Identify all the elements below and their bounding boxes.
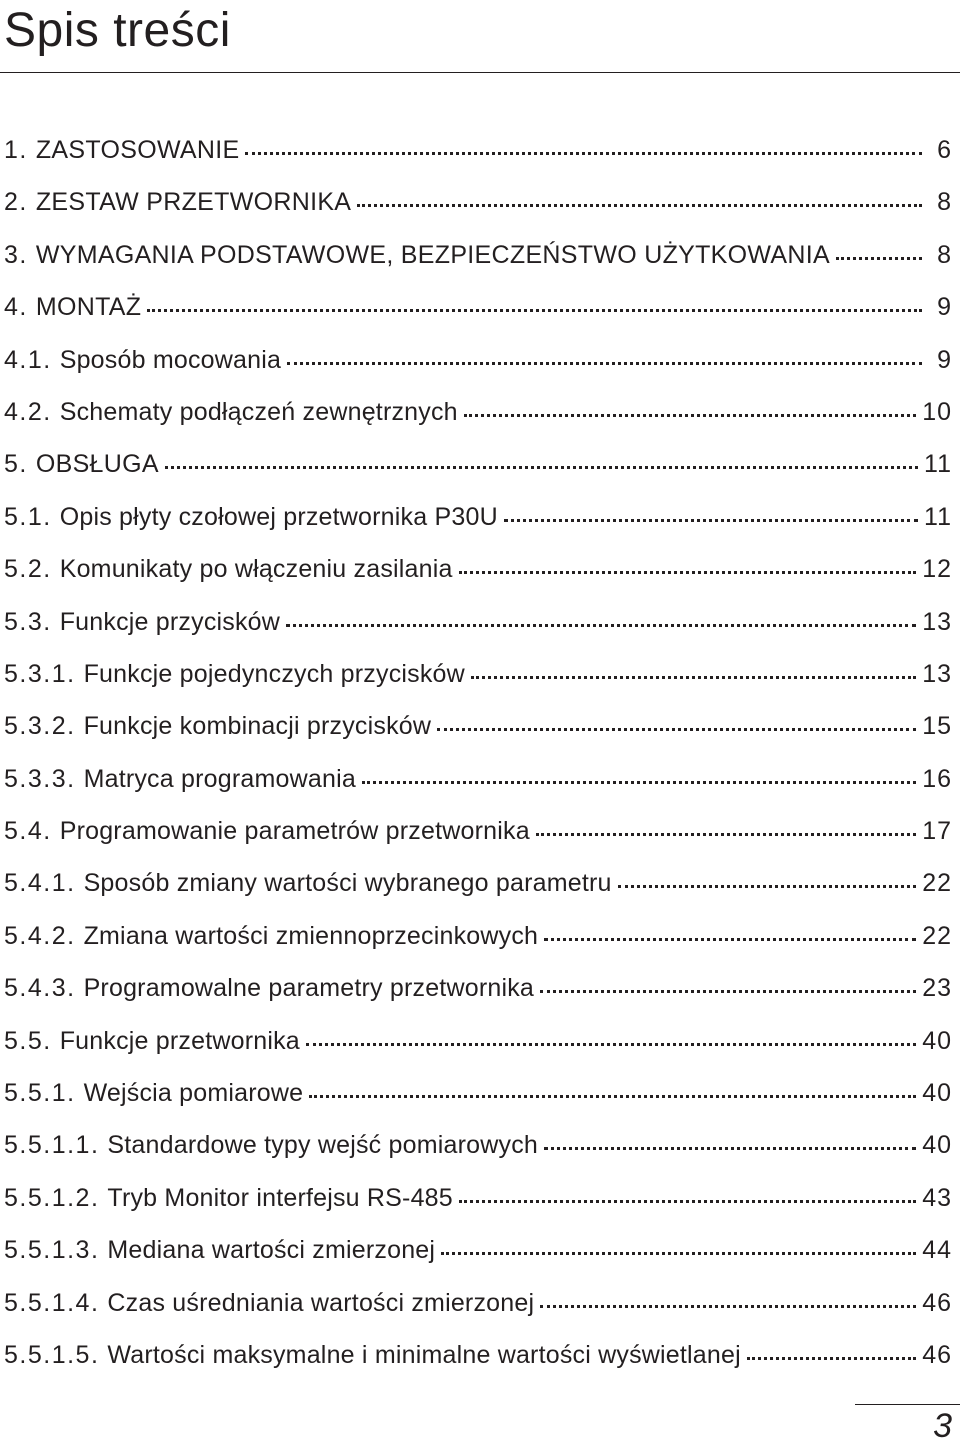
- toc-entry-number: 2.: [4, 188, 28, 217]
- toc-entry[interactable]: [0, 1067, 960, 1119]
- toc-entry[interactable]: [0, 805, 960, 857]
- toc-entry-title: Matryca programowania: [83, 764, 356, 793]
- toc-dot-leader: [618, 885, 917, 888]
- toc-entry-number: 1.: [4, 136, 28, 164]
- toc-entry-page: 46: [922, 1340, 952, 1369]
- toc-dot-leader: [836, 257, 922, 260]
- toc-entry-page: 44: [922, 1236, 952, 1265]
- toc-entry[interactable]: [0, 281, 960, 333]
- toc-entry-number: 5.3.3.: [4, 764, 76, 793]
- toc-entry-number: 5.4.1.: [4, 869, 76, 898]
- toc-entry-page: 13: [922, 607, 952, 636]
- toc-entry-page: 9: [937, 345, 952, 374]
- toc-dot-leader: [747, 1357, 916, 1360]
- toc-entry-number: 5.1.: [4, 502, 52, 531]
- toc-dot-leader: [245, 152, 922, 155]
- toc-entry-title: Programowalne parametry przetwornika: [83, 974, 534, 1003]
- toc-entry-page: 46: [922, 1288, 952, 1317]
- toc-entry-title: Wartości maksymalne i minimalne wartości wyświetlanej: [107, 1340, 741, 1369]
- toc-entry-title: Opis płyty czołowej przetwornika P30U: [59, 502, 498, 531]
- toc-entry[interactable]: [0, 1015, 960, 1067]
- toc-entry[interactable]: [0, 857, 960, 909]
- toc-entry-title: Mediana wartości zmierzonej: [107, 1236, 436, 1265]
- toc-entry[interactable]: [0, 124, 960, 176]
- toc-entry-number: 5.3.: [4, 607, 52, 636]
- toc-entry[interactable]: [0, 1224, 960, 1276]
- toc-dot-leader: [287, 362, 922, 365]
- toc-dot-leader: [471, 676, 916, 679]
- toc-entry-number: 5.4.: [4, 817, 52, 846]
- toc-dot-leader: [362, 781, 916, 784]
- toc-entry-number: 5.3.2.: [4, 712, 76, 741]
- toc-entry-page: 12: [922, 555, 952, 584]
- toc-entry-number: 5.: [4, 450, 28, 479]
- toc-entry[interactable]: [0, 386, 960, 438]
- toc-dot-leader: [464, 414, 916, 417]
- toc-entry-title: Wejścia pomiarowe: [83, 1079, 304, 1108]
- toc-entry-title: Funkcje pojedynczych przycisków: [83, 659, 465, 688]
- toc-entry[interactable]: [0, 229, 960, 281]
- toc-entry-number: 4.2.: [4, 397, 52, 426]
- toc-entry-number: 3.: [4, 240, 28, 269]
- toc-entry[interactable]: [0, 1329, 960, 1381]
- toc-dot-leader: [357, 204, 922, 207]
- toc-entry-title: WYMAGANIA PODSTAWOWE, BEZPIECZEŃSTWO UŻYTKOWANIA: [35, 240, 830, 269]
- toc-entry[interactable]: [0, 700, 960, 752]
- toc-dot-leader: [540, 1305, 916, 1308]
- toc-entry-title: Funkcje przycisków: [59, 607, 281, 636]
- toc-dot-leader: [165, 466, 918, 469]
- toc-entry-title: Komunikaty po włączeniu zasilania: [59, 555, 453, 584]
- toc-entry-number: 5.2.: [4, 555, 52, 584]
- toc-dot-leader: [441, 1252, 916, 1255]
- toc-dot-leader: [459, 1200, 916, 1203]
- toc-entry[interactable]: [0, 753, 960, 805]
- toc-entry-page: 8: [937, 188, 952, 217]
- toc-entry[interactable]: [0, 1119, 960, 1171]
- toc-entry-page: 17: [922, 817, 952, 846]
- toc-entry[interactable]: [0, 648, 960, 700]
- toc-entry-page: 11: [924, 450, 952, 479]
- toc-entry-title: Programowanie parametrów przetwornika: [59, 817, 530, 846]
- toc-dot-leader: [286, 624, 916, 627]
- toc-entry-page: 10: [922, 397, 952, 426]
- toc-entry-title: Funkcje kombinacji przycisków: [83, 712, 432, 741]
- toc-entry-title: Czas uśredniania wartości zmierzonej: [107, 1288, 535, 1317]
- toc-dot-leader: [309, 1095, 916, 1098]
- toc-entry-number: 5.5.1.5.: [4, 1340, 100, 1369]
- toc-entry[interactable]: [0, 543, 960, 595]
- toc-entry-number: 5.4.2.: [4, 921, 76, 950]
- toc-dot-leader: [544, 1147, 916, 1150]
- toc-entry[interactable]: [0, 962, 960, 1014]
- toc-entry-title: OBSŁUGA: [35, 450, 159, 479]
- toc-dot-leader: [540, 990, 916, 993]
- toc-entry-number: 4.: [4, 293, 28, 322]
- table-of-contents: [0, 124, 960, 1381]
- toc-entry-title: Sposób zmiany wartości wybranego parametru: [83, 869, 612, 898]
- toc-dot-leader: [147, 309, 922, 312]
- toc-dot-leader: [459, 571, 917, 574]
- toc-entry-title: Sposób mocowania: [59, 345, 282, 374]
- toc-entry-page: 13: [922, 659, 952, 688]
- toc-entry-title: Tryb Monitor interfejsu RS-485: [107, 1183, 453, 1212]
- toc-entry-page: 6: [937, 136, 952, 164]
- toc-entry-title: Standardowe typy wejść pomiarowych: [107, 1131, 539, 1160]
- toc-dot-leader: [437, 728, 916, 731]
- toc-entry-title: ZESTAW PRZETWORNIKA: [35, 188, 352, 217]
- toc-entry[interactable]: [0, 334, 960, 386]
- toc-entry-page: 11: [924, 502, 952, 531]
- toc-entry-title: Zmiana wartości zmiennoprzecinkowych: [83, 921, 539, 950]
- title-underline: [0, 72, 960, 73]
- page-number: 3: [933, 1407, 952, 1445]
- toc-entry-number: 5.5.1.4.: [4, 1288, 100, 1317]
- toc-entry-page: 40: [922, 1131, 952, 1160]
- toc-entry-page: 8: [937, 240, 952, 269]
- toc-entry-page: 16: [922, 764, 952, 793]
- toc-entry-page: 22: [922, 921, 952, 950]
- toc-entry-page: 22: [922, 869, 952, 898]
- toc-dot-leader: [306, 1043, 916, 1046]
- toc-dot-leader: [536, 833, 916, 836]
- toc-dot-leader: [544, 938, 916, 941]
- toc-entry-number: 5.5.1.3.: [4, 1236, 100, 1265]
- toc-entry[interactable]: [0, 910, 960, 962]
- toc-entry-page: 43: [922, 1183, 952, 1212]
- toc-entry-page: 9: [937, 293, 952, 322]
- toc-entry-title: Funkcje przetwornika: [59, 1026, 300, 1055]
- page-title: Spis treści: [4, 4, 231, 57]
- toc-entry[interactable]: [0, 1277, 960, 1329]
- toc-entry-number: 5.5.1.1.: [4, 1131, 100, 1160]
- toc-entry-number: 5.5.1.: [4, 1079, 76, 1108]
- toc-entry-title: ZASTOSOWANIE: [35, 136, 240, 164]
- toc-entry-number: 5.4.3.: [4, 974, 76, 1003]
- toc-entry-number: 5.5.1.2.: [4, 1183, 100, 1212]
- toc-entry[interactable]: [0, 1172, 960, 1224]
- toc-entry-page: 40: [922, 1026, 952, 1055]
- toc-entry-number: 4.1.: [4, 345, 52, 374]
- toc-entry-number: 5.3.1.: [4, 659, 76, 688]
- toc-entry-title: MONTAŻ: [35, 293, 142, 322]
- toc-entry[interactable]: [0, 491, 960, 543]
- toc-entry-page: 15: [922, 712, 952, 741]
- toc-entry[interactable]: [0, 176, 960, 228]
- toc-dot-leader: [504, 519, 918, 522]
- toc-entry-title: Schematy podłączeń zewnętrznych: [59, 397, 458, 426]
- toc-entry[interactable]: [0, 596, 960, 648]
- toc-entry-page: 23: [922, 974, 952, 1003]
- toc-entry-page: 40: [922, 1079, 952, 1108]
- toc-entry[interactable]: [0, 438, 960, 490]
- toc-entry-number: 5.5.: [4, 1026, 52, 1055]
